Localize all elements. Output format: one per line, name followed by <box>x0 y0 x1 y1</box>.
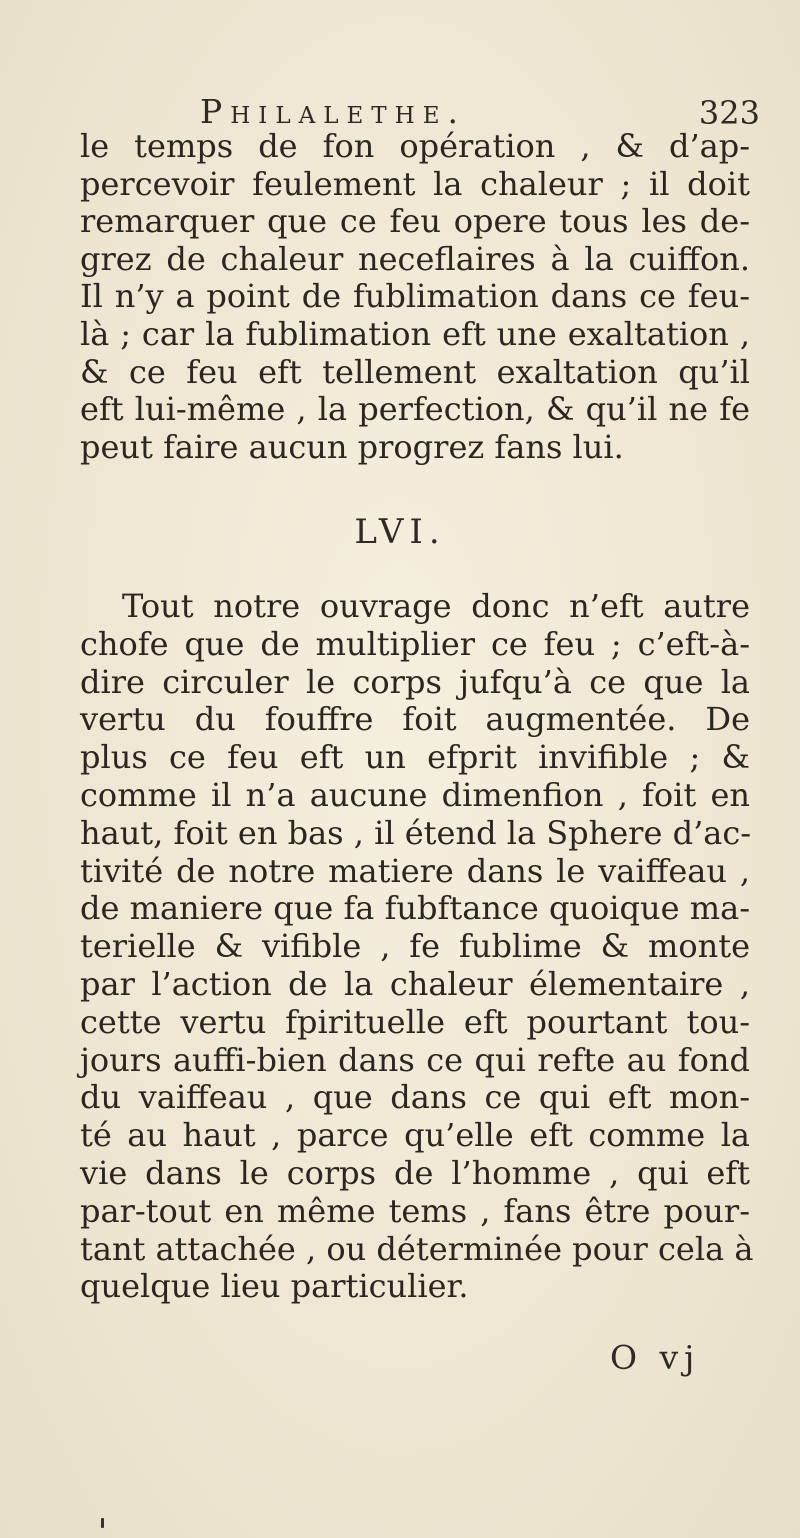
text-line: Il n’y a point de fublimation dans ce feu- <box>80 277 750 316</box>
text-line: le temps de fon opération , & d’ap- <box>80 127 750 165</box>
text-line: comme il n’a aucune dimenfion , foit en <box>80 775 750 814</box>
text-line: haut, foit en bas , il étend la Sphere d’ac- <box>80 813 752 852</box>
text-line: vie dans le corps de l’homme , qui eft <box>80 1153 750 1192</box>
text-line: remarquer que ce feu opere tous les de- <box>80 202 750 241</box>
running-title: Philalethe. <box>200 92 466 131</box>
text-line: terielle & vifible , fe fublime & monte <box>80 927 750 966</box>
text-line: tivité de notre matiere dans le vaiffeau , <box>80 851 750 890</box>
paragraph-continued <box>80 128 750 466</box>
text-line: percevoir feulement la chaleur ; il doit <box>80 164 750 203</box>
section-heading: LVI. <box>354 512 446 552</box>
paper-speck <box>101 1518 104 1528</box>
text-line: té au haut , parce qu’elle eft comme la <box>80 1116 750 1155</box>
text-line: là ; car la fublimation eft une exaltation , <box>80 314 750 353</box>
text-line: plus ce feu eft un efprit invifible ; & <box>80 738 750 777</box>
paragraph-section-lvi <box>80 587 754 1306</box>
text-line: Tout notre ouvrage donc n’eft autre <box>122 587 750 625</box>
text-line: jours auffi-bien dans ce qui refte au fond <box>80 1040 750 1079</box>
text-line: dire circuler le corps jufqu’à ce que la <box>80 662 750 701</box>
text-line: du vaiffeau , que dans ce qui eft mon- <box>80 1078 750 1117</box>
text-line: chofe que de multiplier ce feu ; c’eft-à- <box>80 624 750 663</box>
page-number: 323 <box>698 94 760 132</box>
text-line: tant attachée , ou déterminée pour cela à <box>80 1229 754 1268</box>
text-line: vertu du fouffre foit augmentée. De <box>80 700 750 739</box>
text-line: par-tout en même tems , fans être pour- <box>80 1191 750 1230</box>
text-line: quelque lieu particulier. <box>80 1267 469 1306</box>
text-line: eft lui-même , la perfection, & qu’il ne fe <box>80 390 750 429</box>
text-line: peut faire aucun progrez fans lui. <box>80 427 624 466</box>
catchword-signature: O vj <box>610 1338 701 1377</box>
text-line: par l’action de la chaleur élementaire , <box>80 964 750 1003</box>
text-line: & ce feu eft tellement exaltation qu’il <box>80 352 750 391</box>
text-line: grez de chaleur neceflaires à la cuiffon. <box>80 239 750 278</box>
text-line: de maniere que fa fubftance quoique ma- <box>80 889 750 928</box>
text-line: cette vertu fpirituelle eft pourtant tou- <box>80 1002 750 1041</box>
